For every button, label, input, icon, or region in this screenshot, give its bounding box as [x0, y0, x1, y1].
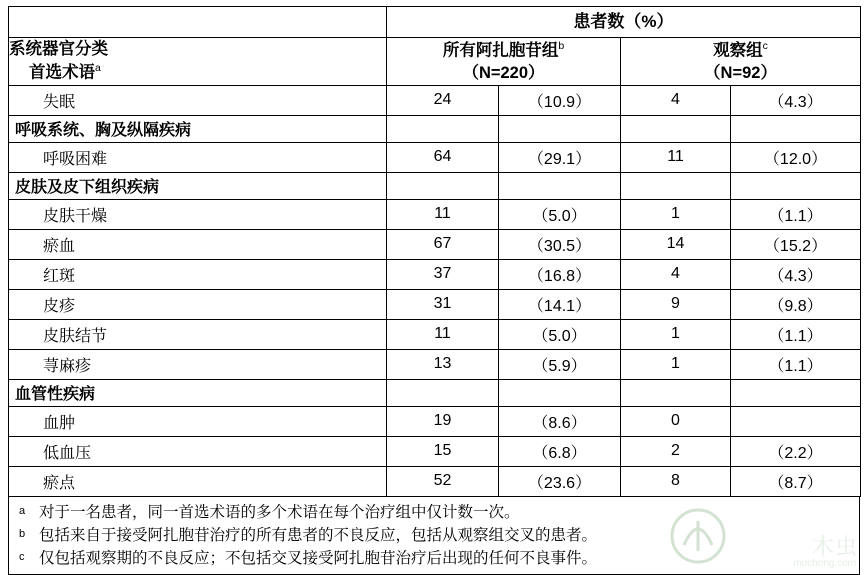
observation-percent-cell: （8.7） [731, 466, 861, 496]
azacitidine-percent-cell [499, 379, 621, 406]
azacitidine-count-cell [387, 379, 499, 406]
observation-percent-cell: （4.3） [731, 259, 861, 289]
azacitidine-count-cell: 31 [387, 289, 499, 319]
azacitidine-count-cell: 15 [387, 436, 499, 466]
footnote-text: 包括来自于接受阿扎胞苷治疗的所有患者的不良反应，包括从观察组交叉的患者。 [39, 526, 598, 544]
azacitidine-count-cell: 64 [387, 142, 499, 172]
footnotes-block [8, 497, 860, 575]
table-row [9, 85, 861, 115]
table-row [9, 349, 861, 379]
preferred-term-cell: 荨麻疹 [9, 349, 387, 379]
table-row [9, 199, 861, 229]
table-row [9, 259, 861, 289]
observation-percent-cell: （15.2） [731, 229, 861, 259]
watermark-subtext: muchong.com [793, 558, 856, 569]
observation-count-cell [621, 379, 731, 406]
footnote-mark: a [19, 504, 26, 517]
preferred-term-cell: 低血压 [9, 436, 387, 466]
watermark-text: 木虫 [811, 534, 858, 559]
table-row [9, 229, 861, 259]
preferred-term-cell: 呼吸困难 [9, 142, 387, 172]
table-sheet [8, 6, 860, 575]
table-row [9, 115, 861, 142]
observation-count-cell [621, 115, 731, 142]
azacitidine-percent-cell: （5.9） [499, 349, 621, 379]
azacitidine-percent-cell: （14.1） [499, 289, 621, 319]
azacitidine-percent-cell: （16.8） [499, 259, 621, 289]
footnote-text: 仅包括观察期的不良反应；不包括交叉接受阿扎胞苷治疗后出现的任何不良事件。 [39, 550, 598, 568]
observation-count-cell: 11 [621, 142, 731, 172]
header-preferred-term-label: 首选术语$^a$ [29, 62, 101, 82]
observation-count-cell: 1 [621, 319, 731, 349]
table-row [9, 289, 861, 319]
header-group1-line1: 所有阿扎胞苷组 [442, 41, 559, 60]
azacitidine-percent-cell: （10.9） [499, 85, 621, 115]
preferred-term-cell: 瘀血 [9, 229, 387, 259]
azacitidine-percent-cell: （29.1） [499, 142, 621, 172]
azacitidine-count-cell: 11 [387, 199, 499, 229]
observation-percent-cell: （4.3） [731, 85, 861, 115]
footnote-mark-b: b [558, 39, 565, 52]
footnote-mark-c: c [762, 39, 768, 52]
header-group-observation [621, 38, 861, 86]
table-row [9, 436, 861, 466]
system-organ-class-cell: 血管性疾病 [9, 379, 387, 406]
observation-count-cell: 1 [621, 199, 731, 229]
observation-percent-cell: （1.1） [731, 349, 861, 379]
table-row [9, 406, 861, 436]
preferred-term-cell: 血肿 [9, 406, 387, 436]
observation-count-cell: 1 [621, 349, 731, 379]
observation-percent-cell [731, 379, 861, 406]
footnote-item [9, 547, 859, 570]
header-patients-count: 患者数（%） [387, 7, 861, 38]
table-row [9, 466, 861, 496]
observation-count-cell: 14 [621, 229, 731, 259]
table-row [9, 142, 861, 172]
observation-count-cell: 9 [621, 289, 731, 319]
table-row [9, 319, 861, 349]
azacitidine-count-cell: 37 [387, 259, 499, 289]
observation-percent-cell [731, 115, 861, 142]
footnote-mark: b [19, 527, 26, 540]
azacitidine-count-cell: 19 [387, 406, 499, 436]
azacitidine-percent-cell: （8.6） [499, 406, 621, 436]
footnote-mark-a: a [95, 62, 101, 75]
observation-count-cell: 4 [621, 85, 731, 115]
system-organ-class-cell: 呼吸系统、胸及纵隔疾病 [9, 115, 387, 142]
observation-count-cell: 8 [621, 466, 731, 496]
footnote-mark: c [19, 551, 25, 564]
table-header [9, 7, 861, 86]
preferred-term-cell: 瘀点 [9, 466, 387, 496]
azacitidine-percent-cell: （5.0） [499, 319, 621, 349]
observation-count-cell: 4 [621, 259, 731, 289]
azacitidine-count-cell [387, 115, 499, 142]
header-row-groups [9, 38, 861, 86]
observation-count-cell [621, 172, 731, 199]
observation-count-cell: 0 [621, 406, 731, 436]
preferred-term-cell: 皮肤干燥 [9, 199, 387, 229]
observation-percent-cell [731, 172, 861, 199]
preferred-term-cell: 失眠 [9, 85, 387, 115]
header-group-azacitidine [387, 38, 621, 86]
azacitidine-count-cell: 52 [387, 466, 499, 496]
azacitidine-count-cell: 11 [387, 319, 499, 349]
observation-percent-cell [731, 406, 861, 436]
preferred-term-cell: 红斑 [9, 259, 387, 289]
preferred-term-cell: 皮疹 [9, 289, 387, 319]
observation-percent-cell: （1.1） [731, 199, 861, 229]
observation-percent-cell: （1.1） [731, 319, 861, 349]
observation-percent-cell: （12.0） [731, 142, 861, 172]
azacitidine-percent-cell: （30.5） [499, 229, 621, 259]
header-group2-line1: 观察组 [713, 41, 763, 60]
observation-percent-cell: （2.2） [731, 436, 861, 466]
footnote-item [9, 524, 859, 547]
footnote-item [9, 501, 859, 524]
azacitidine-percent-cell: （6.8） [499, 436, 621, 466]
header-soc-label: 系统器官分类 [9, 40, 108, 58]
azacitidine-count-cell: 13 [387, 349, 499, 379]
adverse-reactions-table [8, 6, 861, 497]
observation-count-cell: 2 [621, 436, 731, 466]
header-soc-term [9, 38, 387, 86]
observation-percent-cell: （9.8） [731, 289, 861, 319]
azacitidine-percent-cell [499, 172, 621, 199]
azacitidine-count-cell: 24 [387, 85, 499, 115]
azacitidine-percent-cell: （23.6） [499, 466, 621, 496]
header-group2-n: （N=92） [704, 63, 777, 82]
system-organ-class-cell: 皮肤及皮下组织疾病 [9, 172, 387, 199]
azacitidine-percent-cell [499, 115, 621, 142]
azacitidine-percent-cell: （5.0） [499, 199, 621, 229]
footnote-text: 对于一名患者，同一首选术语的多个术语在每个治疗组中仅计数一次。 [39, 503, 520, 521]
azacitidine-count-cell: 67 [387, 229, 499, 259]
header-corner-blank [9, 7, 387, 38]
azacitidine-count-cell [387, 172, 499, 199]
table-row [9, 379, 861, 406]
table-row [9, 172, 861, 199]
header-row-top [9, 7, 861, 38]
preferred-term-cell: 皮肤结节 [9, 319, 387, 349]
table-body [9, 85, 861, 496]
header-group1-n: （N=220） [462, 63, 545, 82]
